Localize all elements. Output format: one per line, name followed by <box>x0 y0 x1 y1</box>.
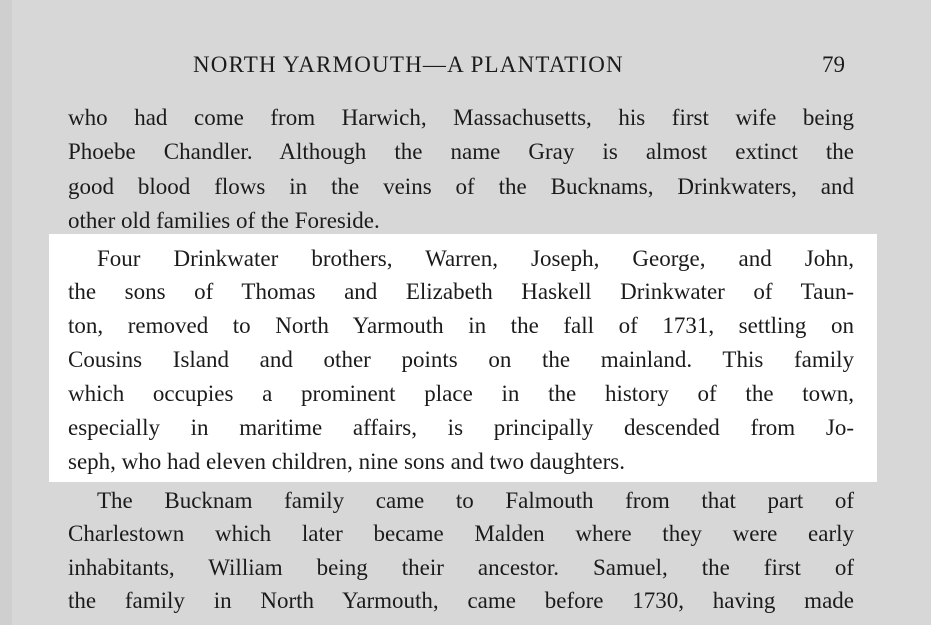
text-line: Four Drinkwater brothers, Warren, Joseph, George, and John, <box>97 246 854 271</box>
text-line: the sons of Thomas and Elizabeth Haskell Drinkwater of Taun- <box>68 279 854 304</box>
text-line: other old families of the Foreside. <box>68 208 380 233</box>
text-line: who had come from Harwich, Massachusetts, his first wife being <box>68 105 854 130</box>
text-line: good blood flows in the veins of the Bucknams, Drinkwaters, and <box>68 174 854 199</box>
text-line: especially in maritime affairs, is principally descended from Jo- <box>68 415 854 440</box>
text-line: the family in North Yarmouth, came before 1730, having made <box>68 588 854 613</box>
page-number: 79 <box>822 52 845 77</box>
text-line: Charlestown which later became Malden where they were early <box>68 521 854 546</box>
text-line: The Bucknam family came to Falmouth from that part of <box>97 488 854 513</box>
running-header: NORTH YARMOUTH—A PLANTATION <box>193 52 624 77</box>
text-line: seph, who had eleven children, nine sons and two daughters. <box>68 449 625 474</box>
text-line: ton, removed to North Yarmouth in the fall of 1731, settling on <box>68 313 854 338</box>
page-edge-shadow <box>0 0 12 625</box>
text-line: Cousins Island and other points on the mainland. This family <box>68 347 854 372</box>
text-line: inhabitants, William being their ancestor. Samuel, the first of <box>68 555 854 580</box>
text-line: Phoebe Chandler. Although the name Gray is almost extinct the <box>68 139 854 164</box>
text-line: which occupies a prominent place in the history of the town, <box>68 381 854 406</box>
